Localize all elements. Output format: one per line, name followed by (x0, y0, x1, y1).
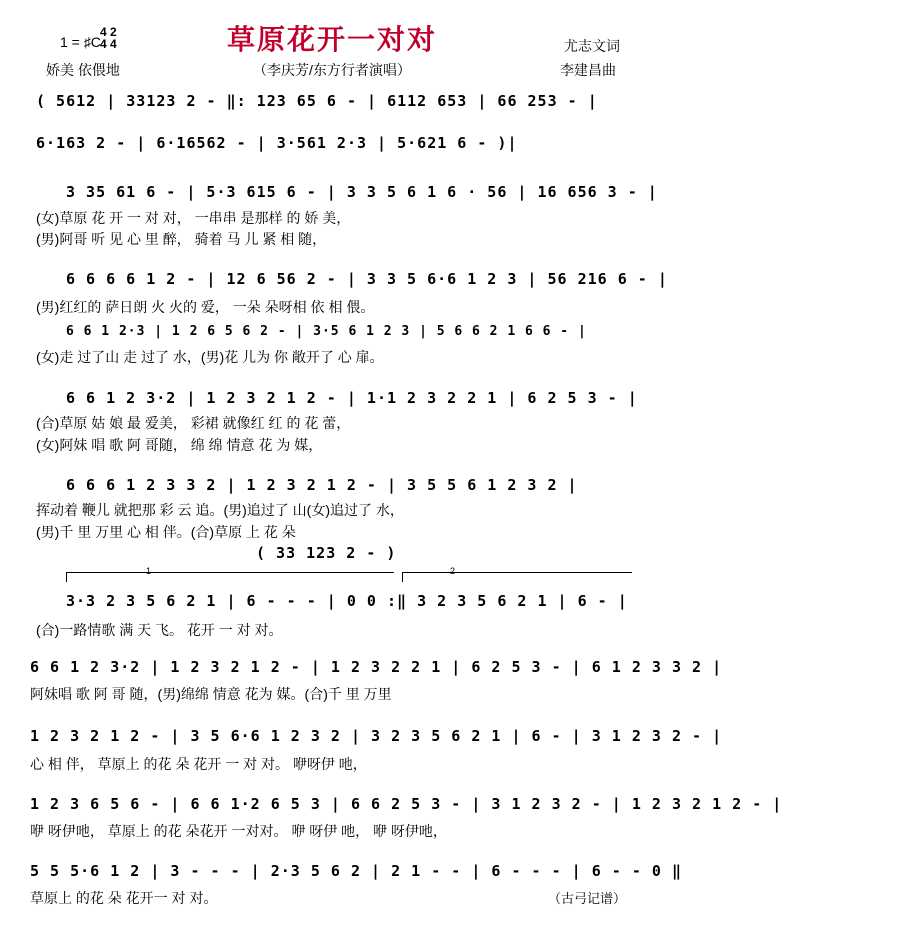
score-row-7-notes: 6 6 6 1 2 3 3 2 | 1 2 3 2 1 2 - | 3 5 5 6 1 2 3 2 | (66, 476, 578, 494)
key-signature: 1 = ♯C (60, 34, 101, 50)
score-row-12-lyrics-1: 咿 呀伊吔， 草原上 的花 朵花开 一对对。 咿 呀伊 吔， 咿 呀伊吔， (30, 823, 447, 839)
score-row-13-notes: 5 5 5·6 1 2 | 3 - - - | 2·3 5 6 2 | 2 1 - - | 6 - - - | 6 - - 0 ‖ (30, 862, 682, 880)
singers: （李庆芳/东方行者演唱） (253, 62, 411, 78)
lyricist: 尤志文词 (564, 38, 620, 54)
score-row-10-lyrics-1: 阿妹唱 歌 阿 哥 随，(男)绵绵 情意 花为 媒。(合)千 里 万里 (30, 686, 392, 702)
score-row-7-lyrics-1: 挥动着 鞭儿 就把那 彩 云 追。(男)追过了 山(女)追过了 水， (36, 502, 404, 518)
score-row-9-lyrics-1: (合)一路情歌 满 天 飞。 花开 一 对 对。 (36, 622, 283, 638)
score-row-12-notes: 1 2 3 6 5 6 - | 6 6 1·2 6 5 3 | 6 6 2 5 3 - | 3 1 2 3 2 - | 1 2 3 2 1 2 - | (30, 795, 783, 813)
volta-2-start (402, 572, 403, 582)
score-row-11-notes: 1 2 3 2 1 2 - | 3 5 6·6 1 2 3 2 | 3 2 3 5 6 2 1 | 6 - | 3 1 2 3 2 - | (30, 727, 723, 745)
score-row-7-lyrics-2: (男)千 里 万里 心 相 伴。(合)草原 上 花 朵 (36, 524, 296, 540)
score-row-2-notes: 6·163 2 - | 6·16562 - | 3·561 2·3 | 5·621 6 - )| (36, 134, 518, 152)
volta-2-number: 2 (450, 566, 456, 576)
score-row-6-notes: 6 6 1 2 3·2 | 1 2 3 2 1 2 - | 1·1 2 3 2 2 1 | 6 2 5 3 - | (66, 389, 638, 407)
time-signature-bottom: 4 4 (100, 37, 117, 51)
song-title: 草原花开一对对 (226, 24, 437, 55)
score-row-3-lyrics-1: (女)草原 花 开 一 对 对， 一串串 是那样 的 娇 美， (36, 210, 351, 226)
time-signature (100, 26, 117, 50)
transcriber-credit: （古弓记谱） (548, 891, 627, 906)
score-row-5-notes: 6 6 1 2·3 | 1 2 6 5 6 2 - | 3·5 6 1 2 3 | 5 6 6 2 1 6 6 - | (66, 324, 587, 339)
score-row-5-lyrics-1: (女)走 过了山 走 过了 水，(男)花 儿为 你 敞开了 心 扉。 (36, 349, 384, 365)
score-row-11-lyrics-1: 心 相 伴， 草原上 的花 朵 花开 一 对 对。 咿呀伊 吔， (30, 756, 367, 772)
score-row-3-lyrics-2: (男)阿哥 听 见 心 里 醉， 骑着 马 儿 紧 相 随， (36, 231, 327, 247)
score-row-9-notes: 3·3 2 3 5 6 2 1 | 6 - - - | 0 0 :‖ 3 2 3 5 6 2 1 | 6 - | (66, 592, 628, 610)
volta-2-line (402, 572, 632, 573)
composer: 李建昌曲 (560, 62, 616, 78)
volta-1-start (66, 572, 67, 582)
score-row-13-lyrics-1: 草原上 的花 朵 花开一 对 对。 (30, 890, 218, 906)
volta-1-number: 1 (146, 566, 152, 576)
performance-style: 娇美 依偎地 (46, 62, 120, 78)
score-row-4-lyrics-1: (男)红红的 萨日朗 火 火的 爱， 一朵 朵呀相 依 相 偎。 (36, 299, 375, 315)
score-row-10-notes: 6 6 1 2 3·2 | 1 2 3 2 1 2 - | 1 2 3 2 2 1 | 6 2 5 3 - | 6 1 2 3 3 2 | (30, 658, 723, 676)
score-row-1-notes: ( 5612 | 33123 2 - ‖: 123 65 6 - | 6112 653 | 66 253 - | (36, 92, 598, 110)
score-row-6-lyrics-1: (合)草原 姑 娘 最 爱美， 彩裙 就像红 红 的 花 蕾， (36, 415, 351, 431)
score-row-6-lyrics-2: (女)阿妹 唱 歌 阿 哥随， 绵 绵 情意 花 为 媒， (36, 437, 323, 453)
volta-1-line (66, 572, 394, 573)
score-row-8-notes: ( 33 123 2 - ) (256, 544, 397, 562)
score-row-3-notes: 3 35 61 6 - | 5·3 615 6 - | 3 3 5 6 1 6 · 56 | 16 656 3 - | (66, 183, 658, 201)
score-row-4-notes: 6 6 6 6 1 2 - | 12 6 56 2 - | 3 3 5 6·6 1 2 3 | 56 216 6 - | (66, 270, 668, 288)
time-signature-top: 4 2 (100, 25, 117, 39)
